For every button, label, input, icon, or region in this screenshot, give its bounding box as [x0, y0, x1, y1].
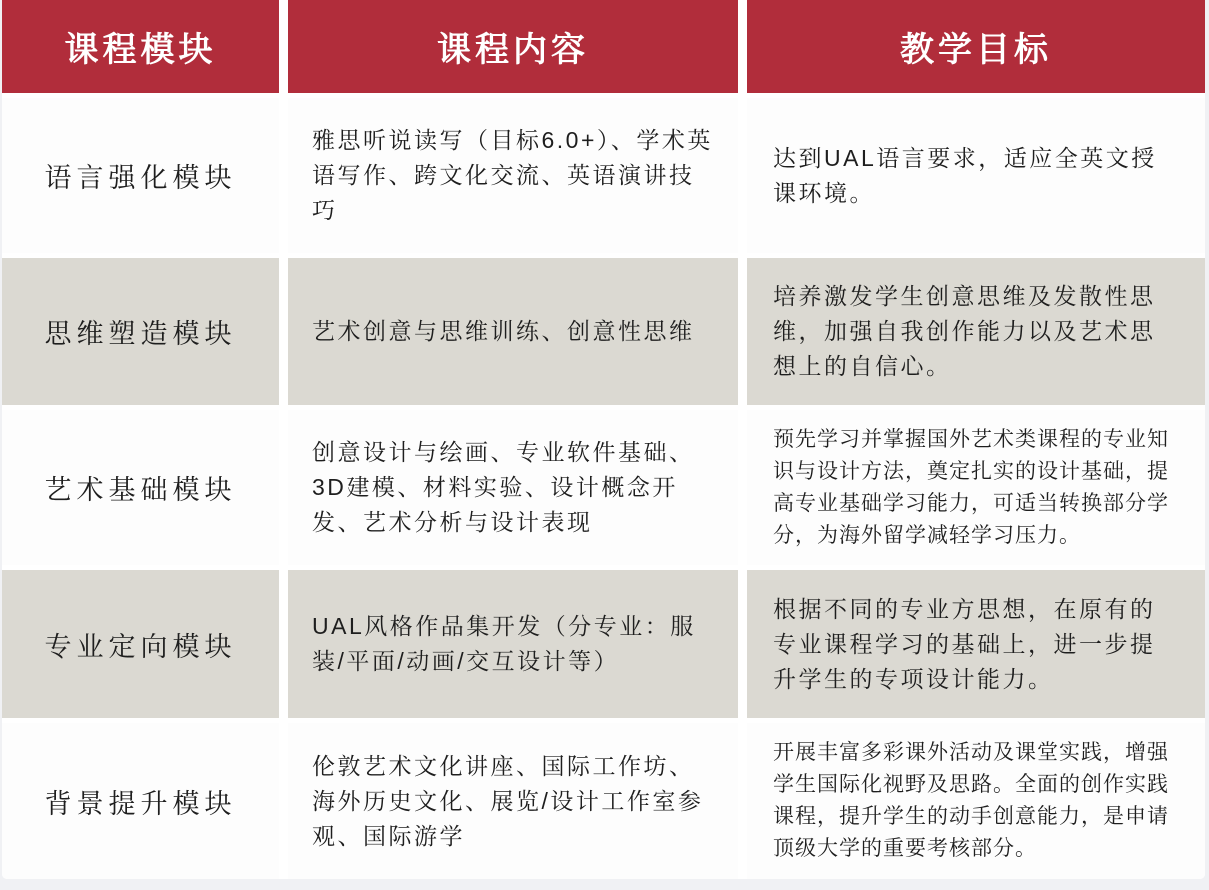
header-teaching-goal: 教学目标	[747, 0, 1205, 93]
teaching-goal-cell: 预先学习并掌握国外艺术类课程的专业知识与设计方法，奠定扎实的设计基础，提高专业基础学习能力，可适当转换部分学分，为海外留学减轻学习压力。	[747, 410, 1205, 565]
course-content-cell: 伦敦艺术文化讲座、国际工作坊、海外历史文化、展览/设计工作室参观、国际游学	[288, 723, 738, 879]
teaching-goal-cell: 培养激发学生创意思维及发散性思维，加强自我创作能力以及艺术思想上的自信心。	[747, 258, 1205, 405]
teaching-goal-cell: 达到UAL语言要求，适应全英文授课环境。	[747, 98, 1205, 253]
header-course-module: 课程模块	[2, 0, 279, 93]
course-content-cell: 创意设计与绘画、专业软件基础、3D建模、材料实验、设计概念开发、艺术分析与设计表现	[288, 410, 738, 565]
course-module-cell: 背景提升模块	[2, 723, 279, 879]
course-module-cell: 专业定向模块	[2, 570, 279, 718]
teaching-goal-cell: 开展丰富多彩课外活动及课堂实践，增强学生国际化视野及思路。全面的创作实践课程，提升学生的动手创意能力，是申请顶级大学的重要考核部分。	[747, 723, 1205, 879]
course-content-cell: 雅思听说读写（目标6.0+）、学术英语写作、跨文化交流、英语演讲技巧	[288, 98, 738, 253]
course-module-cell: 思维塑造模块	[2, 258, 279, 405]
teaching-goal-cell: 根据不同的专业方思想，在原有的专业课程学习的基础上，进一步提升学生的专项设计能力。	[747, 570, 1205, 718]
course-module-cell: 艺术基础模块	[2, 410, 279, 565]
header-course-content: 课程内容	[288, 0, 738, 93]
course-content-cell: UAL风格作品集开发（分专业：服装/平面/动画/交互设计等）	[288, 570, 738, 718]
course-module-cell: 语言强化模块	[2, 98, 279, 253]
course-content-cell: 艺术创意与思维训练、创意性思维	[288, 258, 738, 405]
course-table	[2, 0, 1205, 879]
